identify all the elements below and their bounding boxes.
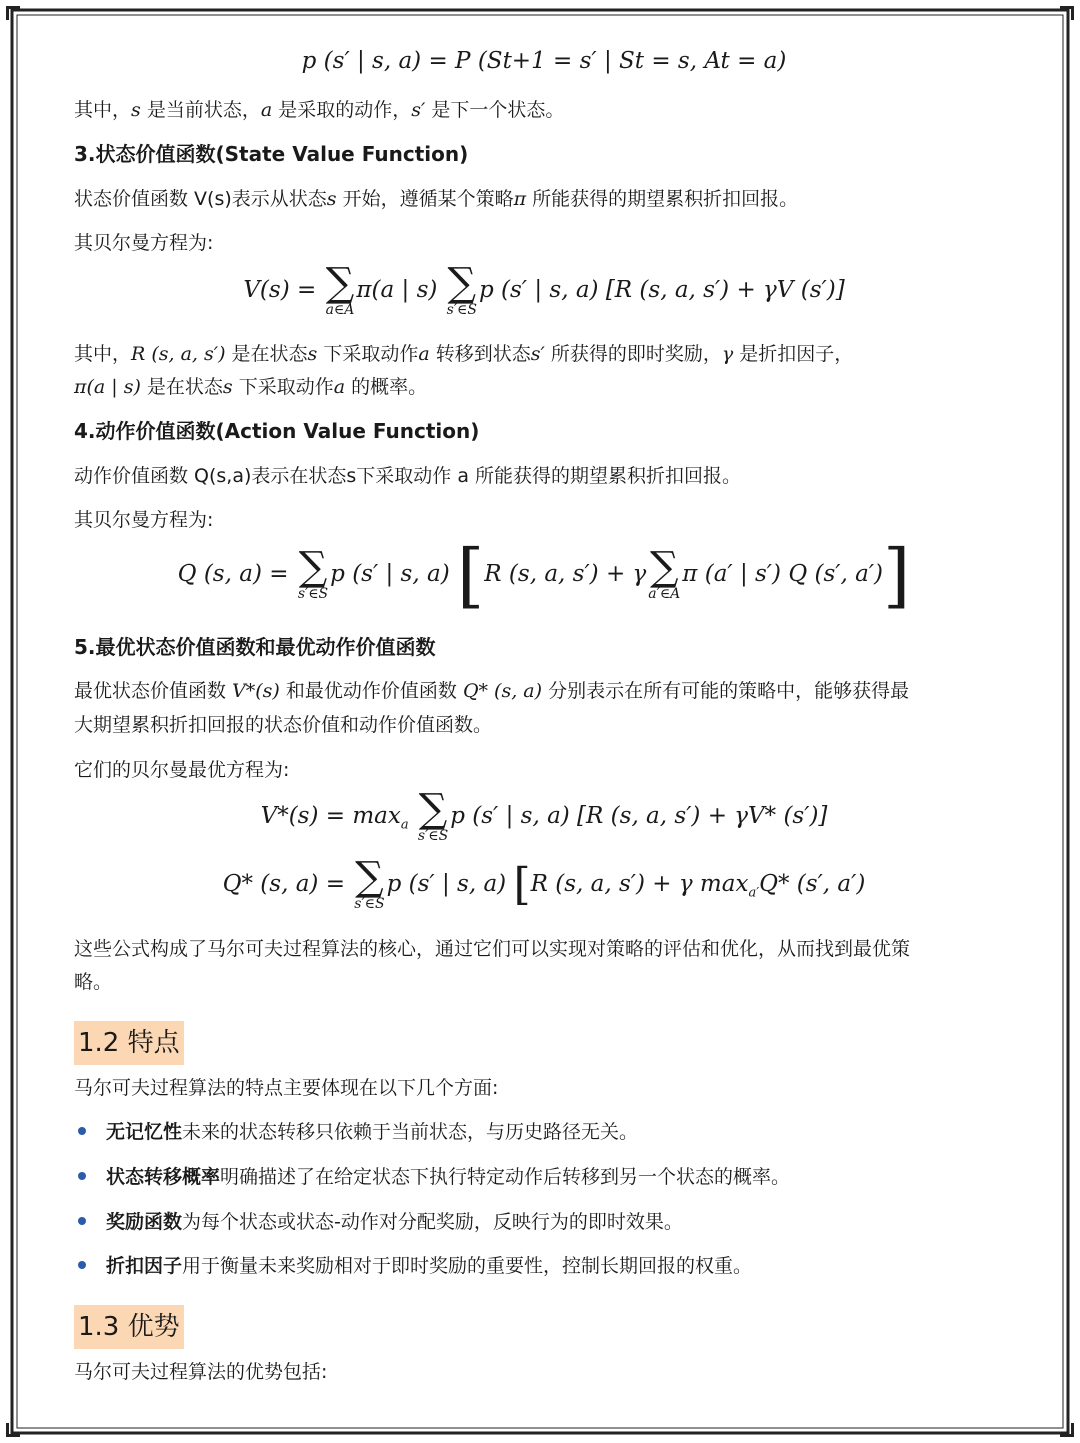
list-item: 无记忆性未来的状态转移只依赖于当前状态，与历史路径无关。 bbox=[74, 1115, 638, 1149]
paragraph-summary-1: 这些公式构成了马尔可夫过程算法的核心，通过它们可以实现对策略的评估和优化，从而找到最优策 bbox=[74, 938, 911, 960]
paragraph-summary-2: 略。 bbox=[74, 971, 113, 993]
equation-vstar: $V*(s) = \max_a$ ∑ s′∈S p (s′ | s, a) [R (s, a, s′) + γV* (s′)] bbox=[260, 786, 828, 844]
paragraph-transition-note: 其中，s 是当前状态，a 是采取的动作，s′ 是下一个状态。 bbox=[74, 99, 565, 121]
list-item: 折扣因子用于衡量未来奖励相对于即时奖励的重要性，控制长期回报的权重。 bbox=[74, 1249, 752, 1283]
section-heading-features: 1.2 特点 bbox=[74, 1021, 184, 1065]
equation-transition: p (s′ | s, a) = P (St+1 = s′ | St = s, At = a) bbox=[301, 48, 787, 74]
paragraph-optimal-2: 大期望累积折扣回报的状态价值和动作价值函数。 bbox=[74, 714, 493, 736]
bullet-icon bbox=[78, 1217, 86, 1225]
bullet-icon bbox=[78, 1172, 86, 1180]
paragraph-advantages-intro: 马尔可夫过程算法的优势包括: bbox=[74, 1361, 328, 1383]
paragraph-reward-note: 其中，R (s, a, s′) 是在状态s 下采取动作a 转移到状态s′ 所获得的即时奖励，γ 是折扣因子， bbox=[74, 343, 854, 365]
paragraph-bellman-q: 其贝尔曼方程为: bbox=[74, 509, 214, 531]
list-item: 奖励函数为每个状态或状态-动作对分配奖励，反映行为的即时效果。 bbox=[74, 1205, 683, 1239]
bullet-icon bbox=[78, 1127, 86, 1135]
heading-state-value: 3.状态价值函数(State Value Function) bbox=[74, 142, 469, 166]
paragraph-optimal-1: 最优状态价值函数 V*(s) 和最优动作价值函数 Q* (s, a) 分别表示在所有可能的策略中，能够获得最 bbox=[74, 680, 910, 702]
paragraph-state-value: 状态价值函数 V(s)表示从状态s 开始，遵循某个策略π 所能获得的期望累积折扣回报。 bbox=[74, 188, 799, 210]
equation-state-value: V(s) = ∑ a∈A π(a | s) ∑ s′∈S p (s′ | s, a) [R (s, a, s′) + γV (s′)] bbox=[243, 260, 845, 318]
paragraph-bellman-v: 其贝尔曼方程为: bbox=[74, 232, 214, 254]
heading-optimal: 5.最优状态价值函数和最优动作价值函数 bbox=[74, 635, 436, 659]
equation-action-value: Q (s, a) = ∑ s′∈S p (s′ | s, a) [R (s, a, s′) + γ ∑ a′∈A π (a′ | s′) Q (s′, a′)] bbox=[177, 534, 911, 616]
equation-qstar: Q* (s, a) = ∑ s′∈S p (s′ | s, a) [R (s, a, s′) + γ $\max_{a'}Q*$ (s′, a′) bbox=[222, 854, 866, 912]
section-heading-advantages: 1.3 优势 bbox=[74, 1305, 184, 1349]
heading-action-value: 4.动作价值函数(Action Value Function) bbox=[74, 419, 480, 443]
paragraph-features-intro: 马尔可夫过程算法的特点主要体现在以下几个方面: bbox=[74, 1077, 499, 1099]
paragraph-bellman-opt: 它们的贝尔曼最优方程为: bbox=[74, 759, 290, 781]
list-item: 状态转移概率明确描述了在给定状态下执行特定动作后转移到另一个状态的概率。 bbox=[74, 1160, 790, 1194]
paragraph-policy-note: π(a | s) 是在状态s 下采取动作a 的概率。 bbox=[74, 376, 428, 398]
bullet-icon bbox=[78, 1261, 86, 1269]
paragraph-action-value: 动作价值函数 Q(s,a)表示在状态s下采取动作 a 所能获得的期望累积折扣回报。 bbox=[74, 465, 742, 487]
